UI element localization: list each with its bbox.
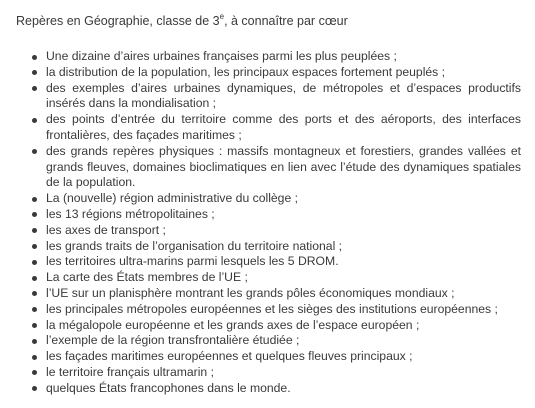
bullet-icon xyxy=(32,197,37,202)
list-item xyxy=(32,270,521,286)
bullet-icon xyxy=(32,386,37,391)
list-item-text: le territoire français ultramarin ; xyxy=(46,364,214,379)
bullet-icon xyxy=(32,355,37,360)
list-item-text: les principales métropoles européennes et les sièges des institutions européennes ; xyxy=(46,301,498,316)
list-item xyxy=(32,223,521,239)
list-item-text: la distribution de la population, les principaux espaces fortement peuplés ; xyxy=(46,64,446,79)
list-item xyxy=(32,81,521,113)
list-item xyxy=(32,207,521,223)
list-item xyxy=(32,254,521,270)
page-title xyxy=(16,12,521,30)
bullet-icon xyxy=(32,244,37,249)
bullet-icon xyxy=(32,149,37,154)
list-item xyxy=(32,318,521,334)
bullet-icon xyxy=(32,323,37,328)
list-item xyxy=(32,286,521,302)
list-item-text: les grands traits de l’organisation du territoire national ; xyxy=(46,238,343,253)
list-item xyxy=(32,239,521,255)
bullet-icon xyxy=(32,276,37,281)
bullet-icon xyxy=(32,228,37,233)
list-item-text: Une dizaine d’aires urbaines françaises parmi les plus peuplées ; xyxy=(46,49,397,63)
title-text-end: , à connaître par cœur xyxy=(224,14,348,28)
list-item xyxy=(32,112,521,144)
bullet-icon xyxy=(32,212,37,217)
list-item xyxy=(32,381,521,397)
bullet-icon xyxy=(32,118,37,123)
list-item xyxy=(32,144,521,191)
title-text: Repères en Géographie, classe de 3 xyxy=(16,14,220,28)
list-item-text: l’exemple de la région transfrontalière étudiée ; xyxy=(46,333,300,348)
bullet-icon xyxy=(32,339,37,344)
list-item-text: les axes de transport ; xyxy=(46,222,166,237)
bullet-icon xyxy=(32,70,37,75)
bullet-icon xyxy=(32,55,37,60)
list-item-text: les territoires ultra-marins parmi lesquels les 5 DROM. xyxy=(46,254,339,269)
bullet-icon xyxy=(32,86,37,91)
list-item-text: La carte des États membres de l’UE ; xyxy=(46,270,248,285)
list-item-text: les façades maritimes européennes et quelques fleuves principaux ; xyxy=(46,349,413,364)
list-item-text: des points d’entrée du territoire comme des ports et des aéroports, des interfaces frontalières, des façades maritimes ; xyxy=(46,112,521,142)
title-superscript: e xyxy=(219,11,225,21)
list-item xyxy=(32,191,521,207)
list-item-text: La (nouvelle) région administrative du collège ; xyxy=(46,191,299,206)
list-item-text: la mégalopole européenne et les grands axes de l’espace européen ; xyxy=(46,317,420,332)
list-item xyxy=(32,349,521,365)
list-item-text: l’UE sur un planisphère montrant les grands pôles économiques mondiaux ; xyxy=(46,285,455,300)
list-item xyxy=(32,365,521,381)
bullet-icon xyxy=(32,307,37,312)
bullet-icon xyxy=(32,291,37,296)
list-item xyxy=(32,49,521,65)
list-item-text: des grands repères physiques : massifs montagneux et forestiers, grandes vallées et grands fleuves, domaines bioclimatiques en lien avec l’étude des dynamiques spatiales de la population. xyxy=(46,143,521,190)
list-item-text: les 13 régions métropolitaines ; xyxy=(46,206,215,221)
list-item-text: des exemples d’aires urbaines dynamiques, de métropoles et d’espaces productifs insérés dans la mondialisation ; xyxy=(46,80,521,111)
bullet-icon xyxy=(32,260,37,265)
list-item xyxy=(32,333,521,349)
reperes-list xyxy=(16,49,521,397)
bullet-icon xyxy=(32,370,37,375)
list-item xyxy=(32,302,521,318)
list-item-text: quelques États francophones dans le monde. xyxy=(46,380,291,395)
list-item xyxy=(32,65,521,81)
